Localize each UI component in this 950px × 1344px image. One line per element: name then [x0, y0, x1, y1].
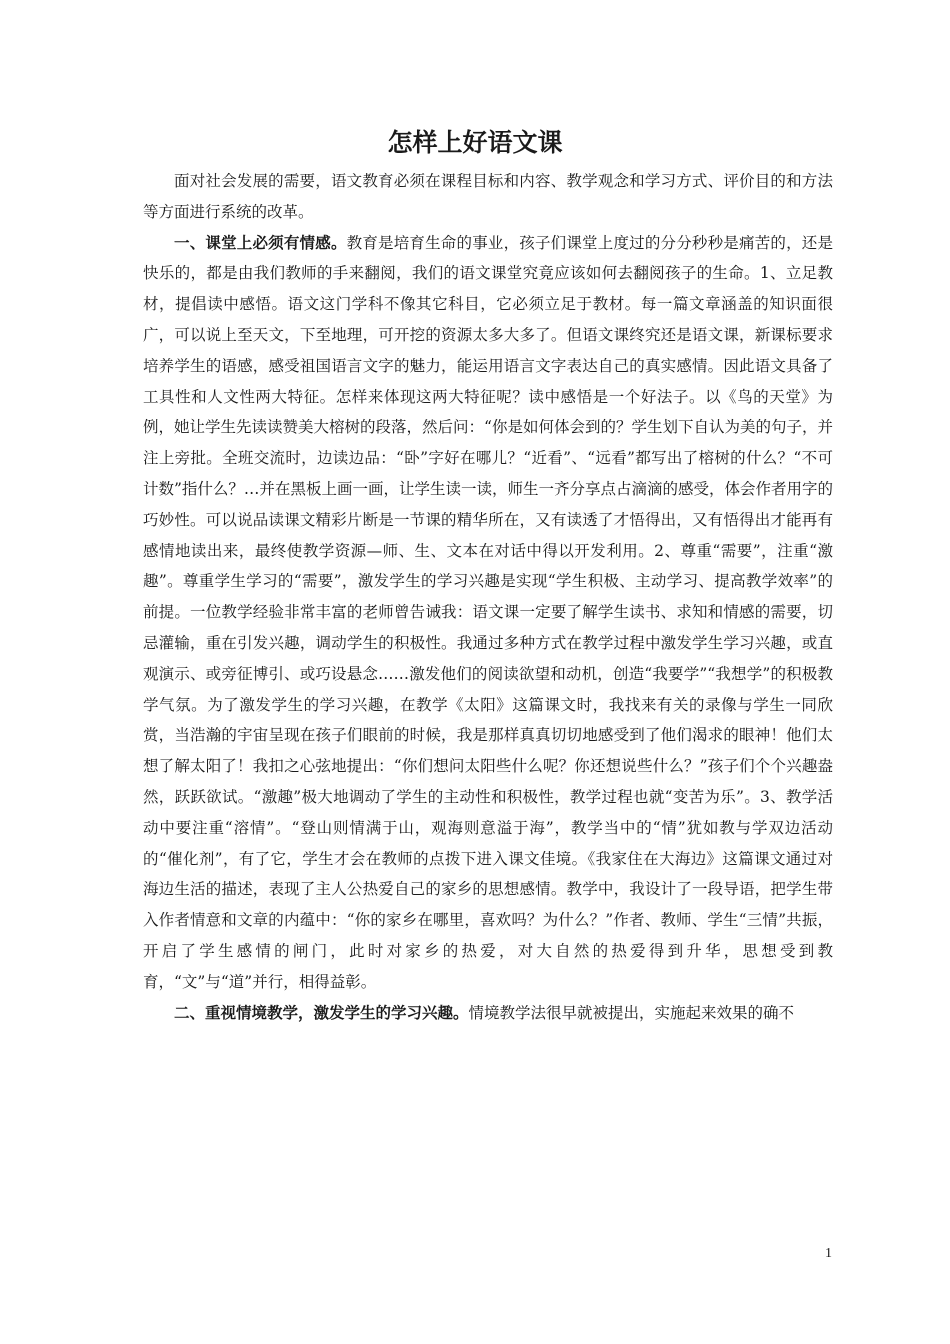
document-body	[143, 166, 833, 1028]
section-heading: 二、重视情境教学，激发学生的学习兴趣。	[174, 1002, 469, 1022]
document-title: 怎样上好语文课	[387, 128, 563, 157]
paragraph-section-2	[143, 998, 833, 1029]
paragraph-text: 面对社会发展的需要，语文教育必须在课程目标和内容、教学观念和学习方式、评价目的和方法等方面进行系统的改革。	[143, 172, 833, 221]
paragraph-text: 情境教学法很早就被提出，实施起来效果的确不	[468, 1003, 795, 1022]
paragraph-text: 教育是培育生命的事业，孩子们课堂上度过的分分秒秒是痛苦的，还是快乐的，都是由我们教师的手来翻阅，我们的语文课堂究竟应该如何去翻阅孩子的生命。1、立足教材，提倡读中感悟。语文这门学科不像其它科目，它必须立足于教材。每一篇文章涵盖的知识面很广，可以说上至天文，下至地理，可开挖的资源太多大多了。但语文课终究还是语文课，新课标要求培养学生的语感，感受祖国语言文字的魅力，能运用语言文字表达自己的真实感情。因此语文具备了工具性和人文性两大特征。怎样来体现这两大特征呢？读中感悟是一个好法子。以《鸟的天堂》为例，她让学生先读读赞美大榕树的段落，然后问：“你是如何体会到的？学生划下自认为美的句子，并注上旁批。全班交流时，边读边品：“卧”字好在哪儿？“近看”、“远看”都写出了榕树的什么？“不可计数”指什么？…并在黑板上画一画，让学生读一读，师生一齐分享点占滴滴的感受，体会作者用字的巧妙性。可以说品读课文精彩片断是一节课的精华所在，又有读透了才悟得出，又有悟得出才能再有感情地读出来，最终使教学资源—师、生、文本在对话中得以开发利用。2、尊重“需要”，注重“激趣”。尊重学生学习的“需要”，激发学生的学习兴趣是实现“学生积极、主动学习、提高教学效率”的前提。一位教学经验非常丰富的老师曾告诫我：语文课一定要了解学生读书、求知和情感的需要，切忌灌输，重在引发兴趣，调动学生的积极性。我通过多种方式在教学过程中激发学生学习兴趣，或直观演示、或旁征博引、或巧设悬念……激发他们的阅读欲望和动机，创造“我要学”“我想学”的积极教学气氛。为了激发学生的学习兴趣，在教学《太阳》这篇课文时，我找来有关的录像与学生一同欣赏，当浩瀚的宇宙呈现在孩子们眼前的时候，我是那样真真切切地感受到了他们渴求的眼神！他们太想了解太阳了！我扣之心弦地提出：“你们想问太阳些什么呢？你还想说些什么？”孩子们个个兴趣盎然，跃跃欲试。“激趣”极大地调动了学生的主动性和积极性，教学过程也就“变苦为乐”。3、教学活动中要注重“溶情”。“登山则情满于山，观海则意溢于海”，教学当中的“情”犹如教与学双边活动的“催化剂”，有了它，学生才会在教师的点拨下进入课文佳境。《我家住在大海边》这篇课文通过对海边生活的描述，表现了主人公热爱自己的家乡的思想感情。教学中，我设计了一段导语，把学生带入作者情意和文章的内蕴中：“你的家乡在哪里，喜欢吗？为什么？”作者、教师、学生“三情”共振，开启了学生感情的闸门，此时对家乡的热爱，对大自然的热爱得到升华，思想受到教育，“文”与“道”并行，相得益彰。	[143, 233, 833, 991]
paragraph-section-1	[143, 228, 833, 998]
paragraph-intro	[143, 166, 833, 228]
page-number: 1	[825, 1246, 832, 1261]
section-heading: 一、课堂上必须有情感。	[174, 232, 347, 252]
